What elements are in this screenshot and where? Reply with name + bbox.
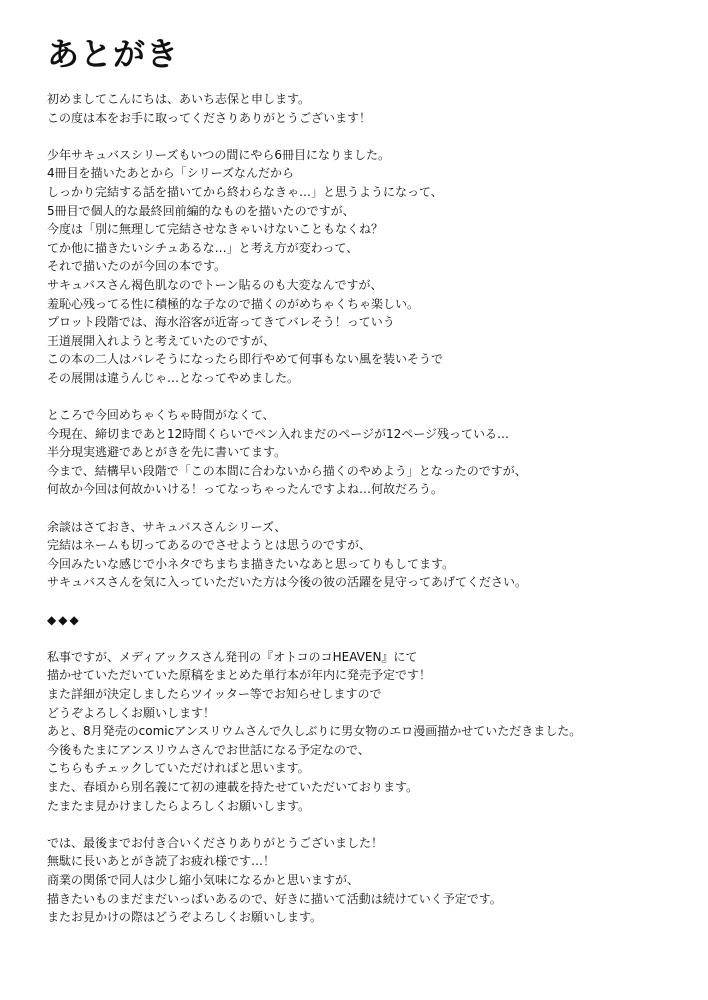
- text-line: 今後もたまにアンスリウムさんでお世話になる予定なので、: [47, 742, 370, 757]
- paragraph: [47, 834, 697, 927]
- text-line: 描きたいものまだまだいっぱいあるので、好きに描いて活動は続けていく予定です。: [47, 891, 502, 906]
- afterword-body: [47, 90, 697, 945]
- text-line: しっかり完結する話を描いてから終わらなきゃ…」と思うようになって、: [47, 184, 443, 199]
- text-line: ところで今回めちゃくちゃ時間がなくて、: [47, 408, 275, 423]
- text-line: 5冊目で個人的な最終回前編的なものを描いたのですが、: [47, 203, 355, 218]
- text-line: その展開は違うんじゃ…となってやめました。: [47, 370, 300, 385]
- text-line: てか他に描きたいシチュあるな…」と考え方が変わって、: [47, 240, 359, 255]
- text-line: 今回みたいな感じで小ネタでちまちま描きたいなあと思ってりもしてます。: [47, 556, 455, 571]
- text-line: 4冊目を描いたあとから「シリーズなんだから: [47, 166, 295, 181]
- text-line: 羞恥心残ってる性に積極的な子なので描くのがめちゃくちゃ楽しい。: [47, 296, 420, 311]
- text-line: それで描いたのが今回の本です。: [47, 259, 227, 274]
- text-line: 王道展開入れようと考えていたのですが、: [47, 333, 276, 348]
- text-line: この本の二人はバレそうになったら即行やめて何事もない風を装いそうで: [47, 352, 444, 367]
- paragraph: [47, 518, 697, 592]
- text-line: 半分現実逃避であとがきを先に書いてます。: [47, 445, 287, 460]
- text-line: この度は本をお手に取ってくださりありがとうございます！: [47, 110, 372, 125]
- text-line: 商業の関係で同人は少し縮小気味になるかと思いますが、: [47, 872, 360, 887]
- text-line: ◆◆◆: [47, 612, 81, 627]
- text-line: どうぞよろしくお願いします！: [47, 705, 216, 720]
- paragraph: [47, 406, 697, 499]
- text-line: また詳細が決定しましたらツイッター等でお知らせしますので: [47, 687, 382, 701]
- text-line: あと、8月発売のcomicアンスリウムさんで久しぶりに男女物のエロ漫画描かせていただきました。: [47, 724, 582, 739]
- text-line: 今現在、締切まであと12時間くらいでペン入れまだのページが12ページ残っている…: [47, 426, 510, 441]
- text-line: 何故か今回は何故かいける！ってなっちゃったんですよね…何故だろう。: [47, 482, 444, 497]
- text-line: 少年サキュバスシリーズもいつの間にやら6冊目になりました。: [47, 147, 391, 162]
- text-line: こちらもチェックしていただければと思います。: [47, 761, 310, 776]
- text-line: 今度は「別に無理して完結させなきゃいけないこともなくね？: [47, 222, 384, 237]
- section-separator: [47, 611, 697, 630]
- text-line: たまたま見かけましたらよろしくお願いします。: [47, 798, 311, 813]
- paragraph: [47, 90, 697, 127]
- text-line: では、最後までお付き合いくださりありがとうございました！: [47, 835, 384, 850]
- text-line: 私事ですが、メディアックスさん発刊の『オトコのコHEAVEN』にて: [47, 649, 418, 664]
- paragraph: [47, 146, 697, 388]
- text-line: 描かせていただいていた原稿をまとめた単行本が年内に発売予定です！: [47, 668, 432, 683]
- text-line: またお見かけの際はどうぞよろしくお願いします。: [47, 910, 323, 925]
- text-line: サキュバスさんを気に入っていただいた方は今後の彼の活躍を見守ってあげてください。: [47, 575, 528, 590]
- text-line: プロット段階では、海水浴客が近寄ってきてバレそう！っていう: [47, 315, 395, 330]
- text-line: 今まで、結構早い段階で「この本間に合わないから描くのやめよう」となったのですが、: [47, 463, 527, 478]
- text-line: サキュバスさん褐色肌なのでトーン貼るのも大変なんですが、: [47, 277, 383, 292]
- text-line: 完結はネームも切ってあるのでさせようとは思うのですが、: [47, 538, 372, 553]
- text-line: 無駄に長いあとがき読了お疲れ様です…！: [47, 854, 276, 869]
- paragraph: [47, 648, 697, 815]
- page-title: あとがき: [47, 35, 180, 73]
- text-line: 初めましてこんにちは、あいち志保と申します。: [47, 92, 311, 106]
- text-line: また、春頃から別名義にて初の連載を持たせていただいております。: [47, 779, 419, 794]
- text-line: 余談はさておき、サキュバスさんシリーズ、: [47, 519, 287, 534]
